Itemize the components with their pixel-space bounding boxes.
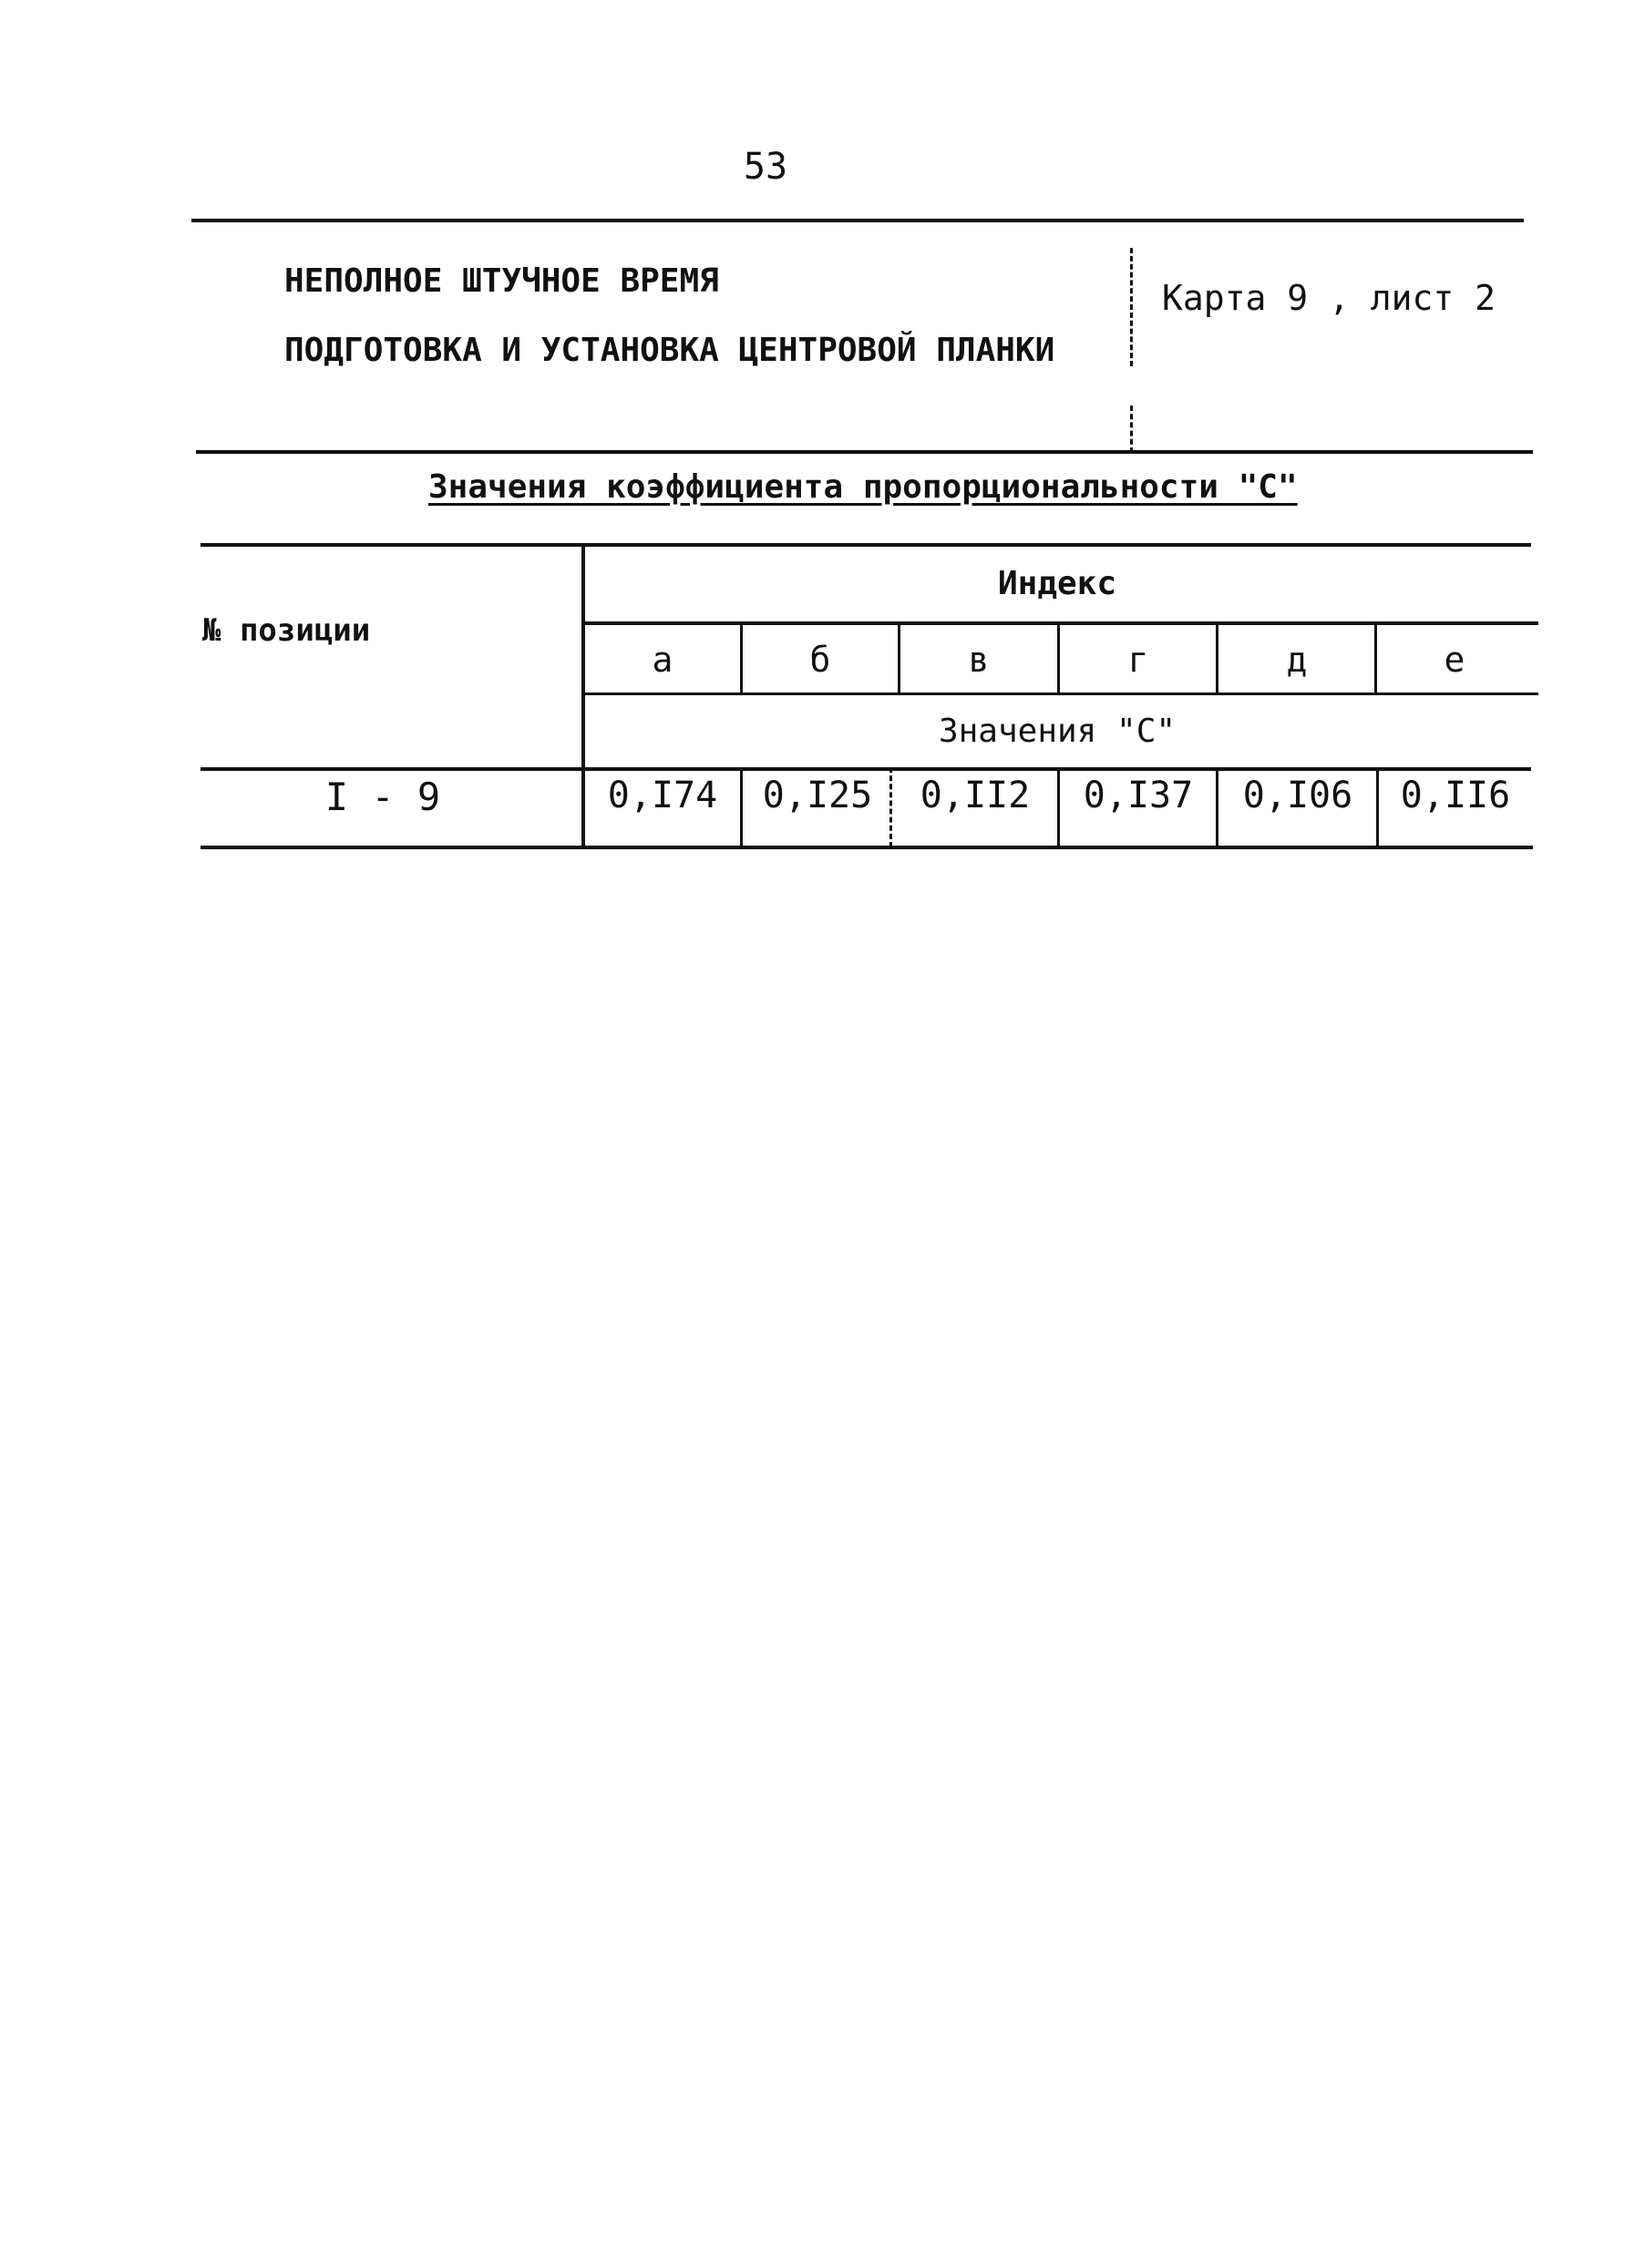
index-letter-b: б: [809, 640, 831, 680]
table-top-rule: [200, 543, 1531, 547]
value-d: 0,I06: [1242, 775, 1353, 816]
position-column-header: № позиции: [202, 612, 371, 649]
value-b: 0,I25: [762, 775, 873, 816]
value-v: 0,II2: [920, 775, 1031, 816]
header-title-line1: НЕПОЛНОЕ ШТУЧНОЕ ВРЕМЯ: [284, 262, 719, 300]
card-reference: Карта 9 , лист 2: [1162, 278, 1496, 318]
index-letter-v: в: [968, 640, 990, 680]
header-top-rule: [191, 219, 1524, 222]
table-caption: Значения коэффициента пропорциональности "С": [428, 468, 1298, 506]
index-letter-g: г: [1127, 640, 1149, 680]
index-letter-e: е: [1444, 640, 1465, 680]
index-header-rule: [583, 621, 1538, 625]
values-header: Значения "С": [938, 713, 1177, 750]
value-a: 0,I74: [607, 775, 718, 816]
header-divider: [1130, 248, 1133, 366]
values-header-rule: [200, 767, 1531, 771]
row-position-label: I - 9: [324, 775, 441, 819]
value-e: 0,II6: [1400, 775, 1511, 816]
header-bottom-rule: [196, 450, 1533, 454]
header-title-line2: ПОДГОТОВКА И УСТАНОВКА ЦЕНТРОВОЙ ПЛАНКИ: [284, 332, 1055, 369]
value-g: 0,I37: [1083, 775, 1194, 816]
index-letter-a: а: [652, 640, 673, 680]
page-number: 53: [743, 146, 788, 188]
table-bottom-rule: [200, 846, 1533, 849]
index-letters-rule: [583, 693, 1538, 695]
header-divider-lower: [1130, 405, 1133, 453]
index-letter-d: д: [1286, 640, 1308, 680]
index-header: Индекс: [997, 565, 1117, 602]
